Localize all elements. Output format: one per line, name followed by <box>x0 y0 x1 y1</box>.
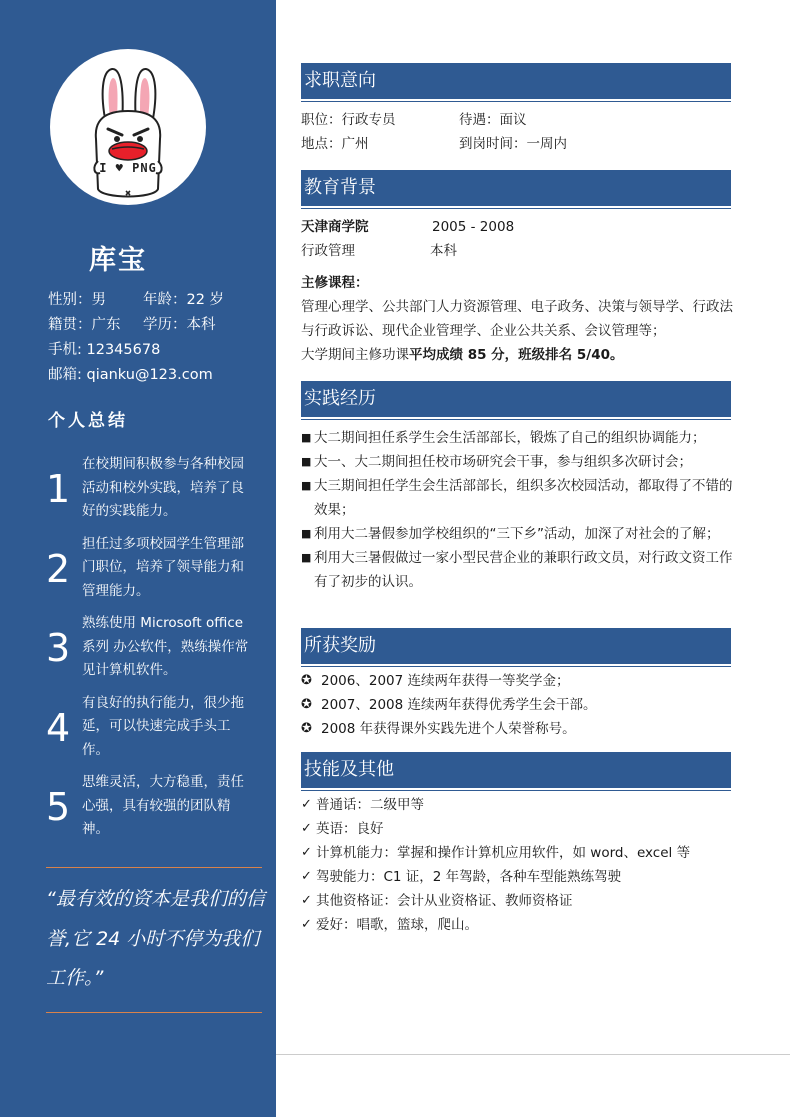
summary-item <box>46 692 256 772</box>
section-header-practice: 实践经历 <box>301 381 731 417</box>
square-bullet-icon: ■ <box>301 455 312 468</box>
summary-title: 个人总结 <box>48 411 128 431</box>
summary-text: 在校期间积极参与各种校园活动和校外实践，培养了良好的实践能力。 <box>82 456 244 519</box>
check-icon: ✓ <box>301 893 312 908</box>
summary-text: 有良好的执行能力，很少拖延，可以快速完成手头工作。 <box>82 694 244 758</box>
divider-top <box>46 867 262 868</box>
age-field: 年龄：22 岁 <box>143 292 225 308</box>
school-name: 天津商学院 <box>301 219 369 235</box>
section-header-job-intent: 求职意向 <box>301 63 731 99</box>
summary-number: 1 <box>46 467 71 511</box>
award-item: ✪ 2006、2007 连续两年获得一等奖学金； <box>301 669 737 693</box>
practice-item: ■ 利用大三暑假做过一家小型民营企业的兼职行政文员，对行政文资工作有了初步的认识。 <box>301 546 737 594</box>
phone-field: 手机: 12345678 <box>48 342 161 358</box>
section-header-education: 教育背景 <box>301 170 731 206</box>
gpa-line <box>301 343 737 367</box>
check-icon: ✓ <box>301 797 312 812</box>
skills-list <box>301 793 737 937</box>
avatar-text: I ♥ PNG <box>99 161 157 175</box>
summary-text: 思维灵活，大方稳重，责任心强，具有较强的团队精神。 <box>82 774 244 837</box>
skill-item: ✓ 英语：良好 <box>301 817 737 841</box>
location-field: 地点：广州 <box>301 136 369 152</box>
summary-text: 担任过多项校园学生管理部门职位，培养了领导能力和管理能力。 <box>82 535 244 599</box>
skill-item: ✓ 爱好：唱歌，篮球，爬山。 <box>301 913 737 937</box>
gender-field: 性别：男 <box>48 292 106 308</box>
summary-item <box>46 533 256 613</box>
gpa-prefix: 大学期间主修功课 <box>301 347 409 363</box>
star-bullet-icon: ✪ <box>301 673 312 688</box>
square-bullet-icon: ■ <box>301 551 312 564</box>
square-bullet-icon: ■ <box>301 527 312 540</box>
square-bullet-icon: ■ <box>301 479 312 492</box>
avatar <box>50 49 206 205</box>
skill-item: ✓ 驾驶能力：C1 证，2 年驾龄，各种车型能熟练驾驶 <box>301 865 737 889</box>
degree: 本科 <box>430 243 457 259</box>
hometown-field: 籍贯：广东 <box>48 317 121 333</box>
person-name: 库宝 <box>89 245 147 276</box>
check-icon: ✓ <box>301 917 312 932</box>
summary-number: 4 <box>46 705 71 750</box>
education-body <box>301 215 737 263</box>
practice-item: ■ 大一、大二期间担任校市场研究会干事，参与组织多次研讨会； <box>301 450 737 474</box>
check-icon: ✓ <box>301 869 312 884</box>
divider-bottom <box>46 1012 262 1013</box>
summary-text: 熟练使用 Microsoft office 系列 办公软件，熟练操作常见计算机软件。 <box>82 615 249 678</box>
summary-number: 3 <box>46 626 71 670</box>
practice-item: ■ 利用大二暑假参加学校组织的“三下乡”活动，加深了对社会的了解； <box>301 522 737 546</box>
basic-info <box>48 288 224 388</box>
award-item: ✪ 2007、2008 连续两年获得优秀学生会干部。 <box>301 693 737 717</box>
position-field: 职位：行政专员 <box>301 112 396 128</box>
practice-item: ■ 大三期间担任学生会生活部部长，组织多次校园活动，都取得了不错的效果； <box>301 474 737 522</box>
rabbit-avatar-icon <box>50 49 206 205</box>
courses-text: 管理心理学、公共部门人力资源管理、电子政务、决策与领导学、行政法与行政诉讼、现代企业管理学、企业公共关系、会议管理等； <box>301 299 733 339</box>
skill-item: ✓ 普通话：二级甲等 <box>301 793 737 817</box>
section-header-skills: 技能及其他 <box>301 752 731 788</box>
summary-item <box>46 453 256 533</box>
school-years: 2005 - 2008 <box>432 219 515 235</box>
summary-number: 2 <box>46 546 71 591</box>
star-bullet-icon: ✪ <box>301 721 312 736</box>
summary-item <box>46 612 256 692</box>
courses-block <box>301 271 737 367</box>
motto-quote: “最有效的资本是我们的信誉,它 24 小时不停为我们工作。” <box>46 888 265 989</box>
major-name: 行政管理 <box>301 243 355 259</box>
section-header-awards: 所获奖励 <box>301 628 731 664</box>
summary-item <box>46 771 256 851</box>
courses-label: 主修课程： <box>301 275 369 291</box>
email-field: 邮箱: qianku@123.com <box>48 367 213 383</box>
award-item: ✪ 2008 年获得课外实践先进个人荣誉称号。 <box>301 717 737 741</box>
star-bullet-icon: ✪ <box>301 697 312 712</box>
practice-list <box>301 426 737 594</box>
job-intent-body <box>301 108 737 156</box>
summary-list <box>46 453 256 851</box>
practice-item: ■ 大二期间担任系学生会生活部部长，锻炼了自己的组织协调能力； <box>301 426 737 450</box>
check-icon: ✓ <box>301 845 312 860</box>
sidebar <box>0 0 276 1117</box>
summary-number: 5 <box>46 785 71 829</box>
skill-item: ✓ 其他资格证：会计从业资格证、教师资格证 <box>301 889 737 913</box>
square-bullet-icon: ■ <box>301 431 312 444</box>
salary-field: 待遇：面议 <box>459 112 527 128</box>
awards-list <box>301 669 737 741</box>
footer-divider <box>276 1054 790 1055</box>
check-icon: ✓ <box>301 821 312 836</box>
skill-item: ✓ 计算机能力：掌握和操作计算机应用软件，如 word、excel 等 <box>301 841 737 865</box>
education-field: 学历：本科 <box>143 317 216 333</box>
gpa-highlight: 平均成绩 85 分，班级排名 5/40。 <box>409 347 624 363</box>
start-field: 到岗时间：一周内 <box>459 136 567 152</box>
